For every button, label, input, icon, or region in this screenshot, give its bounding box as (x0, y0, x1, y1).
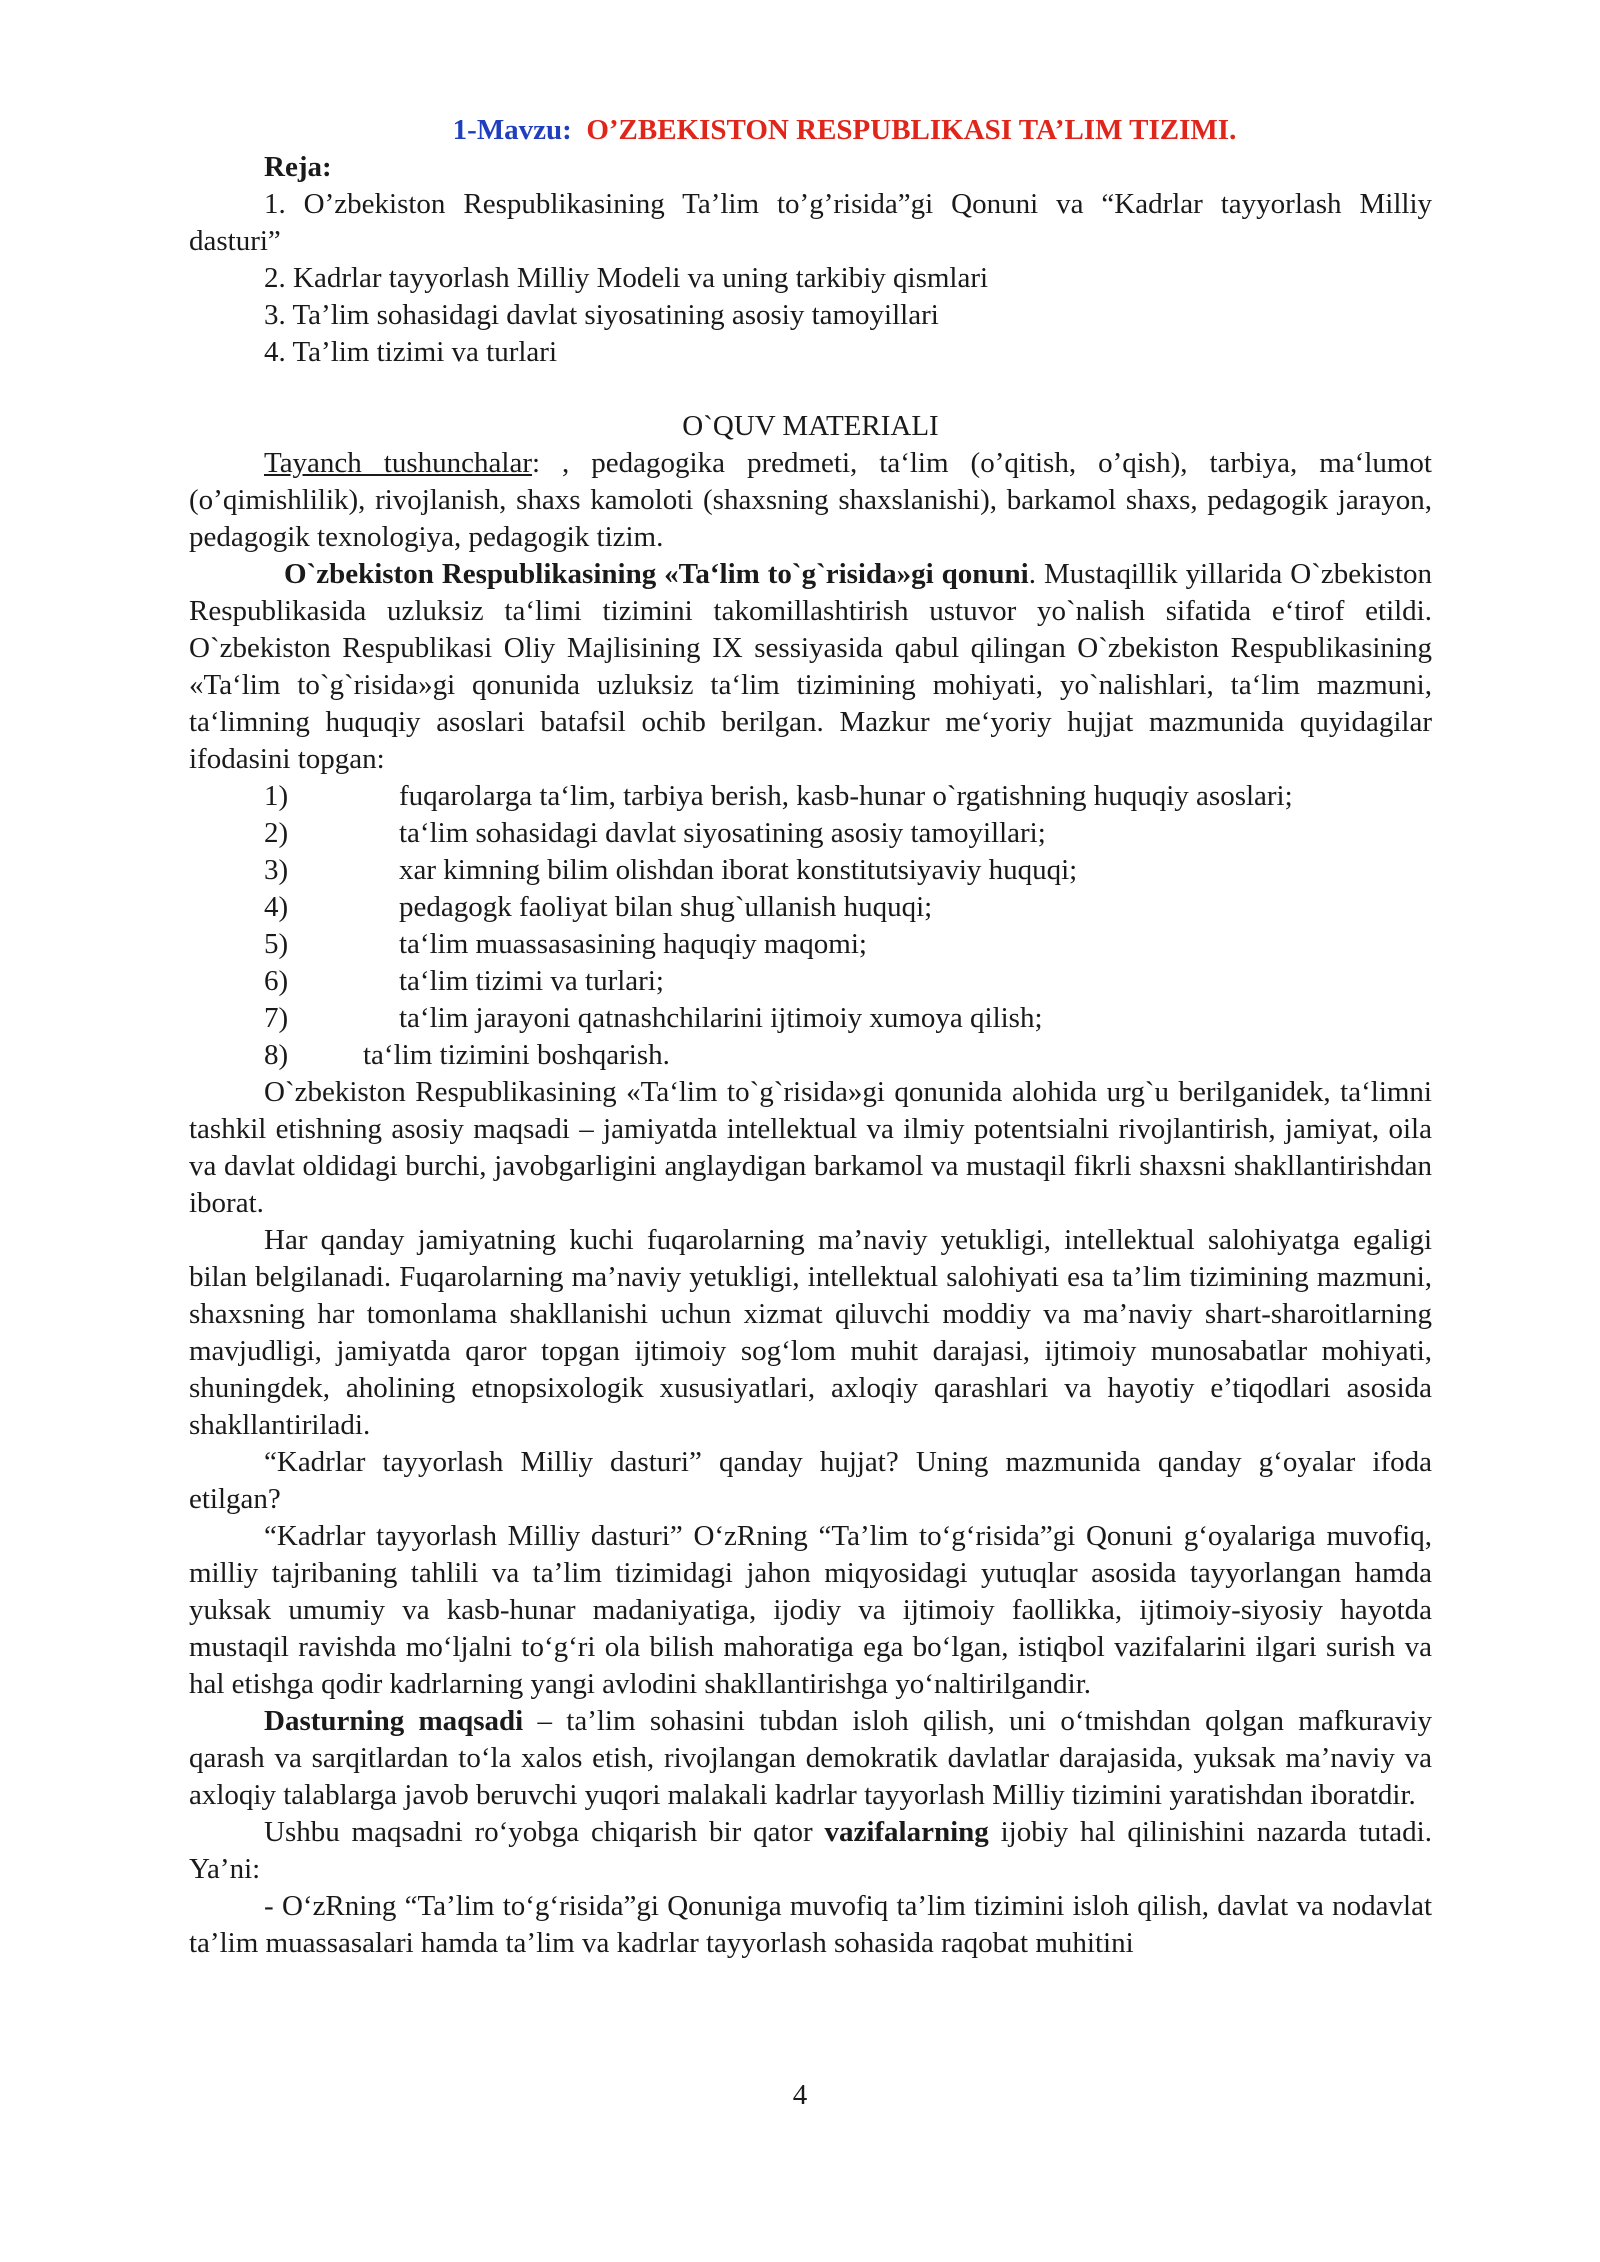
plan-item: 2. Kadrlar tayyorlash Milliy Modeli va uning tarkibiy qismlari (264, 262, 989, 294)
text-column (189, 112, 1432, 1962)
list-item (189, 815, 1432, 852)
list-number: 5) (264, 928, 289, 960)
concepts-label: Tayanch tushunchalar (264, 447, 532, 479)
paragraph: “Kadrlar tayyorlash Milliy dasturi” O‘zRning “Ta’lim to‘g‘risida”gi Qonuni g‘oyalariga muvofiq, milliy tajribaning tahlili va ta’lim tizimidagi jahon miqyosidagi yutuqlar asosida tayyorlangan hamda yuksak umumiy va kasb-hunar madaniyatiga, ijodiy va ijtimoiy faollikka, ijtimoiy-siyosiy hayotda mustaqil ravishda mo‘ljalni to‘g‘ri ola bilish mahoratiga ega bo‘lgan, istiqbol vazifalarini ilgari surish va hal etishga qodir kadrlarning yangi avlodini shakllantirishga yo‘naltirilgandir. (189, 1520, 1432, 1700)
tasks-text-a: Ushbu maqsadni ro‘yobga chiqarish bir qator (264, 1816, 825, 1848)
law-list (189, 778, 1432, 1074)
plan-label: Reja: (264, 151, 332, 183)
topic-title: O’ZBEKISTON RESPUBLIKASI TA’LIM TIZIMI. (586, 114, 1237, 146)
list-text: ta‘lim muassasasining haquqiy maqomi; (399, 928, 867, 960)
list-number: 6) (264, 965, 289, 997)
list-item (189, 1037, 1432, 1074)
list-item (189, 852, 1432, 889)
list-number: 3) (264, 854, 289, 886)
plan-item: 3. Ta’lim sohasidagi davlat siyosatining asosiy tamoyillari (264, 299, 939, 331)
paragraph: Har qanday jamiyatning kuchi fuqarolarning ma’naviy yetukligi, intellektual salohiyatga egaligi bilan belgilanadi. Fuqarolarning ma’naviy yetukligi, intellektual salohiyati esa ta’lim tizimining mazmuni, shaxsning har tomonlama shakllanishi uchun xizmat qiluvchi moddiy va ma’naviy shart-sharoitlarning mavjudligi, jamiyatda qaror topgan ijtimoiy sog‘lom muhit darajasi, ijtimoiy munosabatlar mohiyati, shuningdek, aholining etnopsixologik xususiyatlari, axloqiy qarashlari va hayotiy e’tiqodlari asosida shakllantiriladi. (189, 1224, 1432, 1441)
goal-label: Dasturning maqsadi (264, 1705, 524, 1737)
concepts-text: : , pedagogika predmeti, ta‘lim (o’qitish, o’qish), tarbiya, ma‘lumot (o’qimishlilik), rivojlanish, shaxs kamoloti (shaxsning shaxslanishi), barkamol shaxs, pedagogik jarayon, pedagogik texnologiya, pedagogik tizim. (189, 447, 1432, 553)
list-text: ta‘lim tizimini boshqarish. (363, 1039, 670, 1071)
paragraph: - O‘zRning “Ta’lim to‘g‘risida”gi Qonuniga muvofiq ta’lim tizimini isloh qilish, davlat va nodavlat ta’lim muassasalari hamda ta’lim va kadrlar tayyorlash sohasida raqobat muhitini (189, 1890, 1432, 1959)
paragraph: “Kadrlar tayyorlash Milliy dasturi” qanday hujjat? Uning mazmunida qanday g‘oyalar ifoda etilgan? (189, 1446, 1432, 1515)
paragraph: O`zbekiston Respublikasining «Ta‘lim to`g`risida»gi qonunida alohida urg`u berilganidek, ta‘limni tashkil etishning asosiy maqsadi – jamiyatda intellektual va ilmiy potentsialni rivojlantirish, jamiyat, oila va davlat oldidagi burchi, javobgarligini anglaydigan barkamol va mustaqil fikrli shaxsni shakllantirishdan iborat. (189, 1076, 1432, 1219)
list-number: 4) (264, 891, 289, 923)
list-number: 8) (264, 1039, 289, 1071)
tasks-label: vazifalarning (824, 1816, 989, 1848)
law-title: O`zbekiston Respublikasining «Ta‘lim to`g`risida»gi qonuni (284, 558, 1029, 590)
plan-item: 1. O’zbekiston Respublikasining Ta’lim to’g’risida”gi Qonuni va “Kadrlar tayyorlash Milliy dasturi” (189, 188, 1432, 257)
list-item (189, 1000, 1432, 1037)
list-item (189, 926, 1432, 963)
page-title (189, 112, 1432, 149)
list-text: ta‘lim sohasidagi davlat siyosatining asosiy tamoyillari; (399, 817, 1046, 849)
law-text: . Mustaqillik yillarida O`zbekiston Respublikasida uzluksiz ta‘limi tizimini takomillashtirish ustuvor yo`nalish sifatida e‘tirof etildi. O`zbekiston Respublikasi Oliy Majlisining IX sessiyasida qabul qilingan O`zbekiston Respublikasining «Ta‘lim to`g`risida»gi qonunida uzluksiz ta‘lim tizimining mohiyati, yo`nalishlari, ta‘lim mazmuni, ta‘limning huquqiy asoslari batafsil ochib berilgan. Mazkur me‘yoriy hujjat mazmunida quyidagilar ifodasini topgan: (189, 558, 1432, 775)
list-text: ta‘lim tizimi va turlari; (399, 965, 664, 997)
list-text: xar kimning bilim olishdan iborat konstitutsiyaviy huquqi; (399, 854, 1078, 886)
list-text: ta‘lim jarayoni qatnashchilarini ijtimoiy xumoya qilish; (399, 1002, 1043, 1034)
paragraph (189, 1814, 1432, 1888)
section-title: O`QUV MATERIALI (682, 410, 939, 442)
law-paragraph (189, 556, 1432, 778)
paragraph (189, 1703, 1432, 1814)
list-number: 2) (264, 817, 289, 849)
tasks-text-b: ijobiy hal qilinishini nazarda tutadi. Ya’ni: (189, 1816, 1432, 1885)
plan-item: 4. Ta’lim tizimi va turlari (264, 336, 558, 368)
list-number: 1) (264, 780, 289, 812)
spacer (189, 371, 1432, 408)
list-item (189, 889, 1432, 926)
concepts-paragraph (189, 445, 1432, 556)
list-item (189, 963, 1432, 1000)
list-text: pedagogk faoliyat bilan shug`ullanish huquqi; (399, 891, 933, 923)
list-number: 7) (264, 1002, 289, 1034)
goal-text: – ta’lim sohasini tubdan isloh qilish, uni o‘tmishdan qolgan mafkuraviy qarash va sarqitlardan to‘la xalos etish, rivojlangan demokratik davlatlar darajasida, yuksak ma’naviy va axloqiy talablarga javob beruvchi yuqori malakali kadrlar tayyorlash Milliy tizimini yaratishdan iboratdir. (189, 1705, 1432, 1811)
page-number: 4 (792, 2079, 808, 2111)
list-item (189, 778, 1432, 815)
list-text: fuqarolarga ta‘lim, tarbiya berish, kasb-hunar o`rgatishning huquqiy asoslari; (399, 780, 1293, 812)
topic-number: 1-Mavzu: (452, 114, 572, 146)
